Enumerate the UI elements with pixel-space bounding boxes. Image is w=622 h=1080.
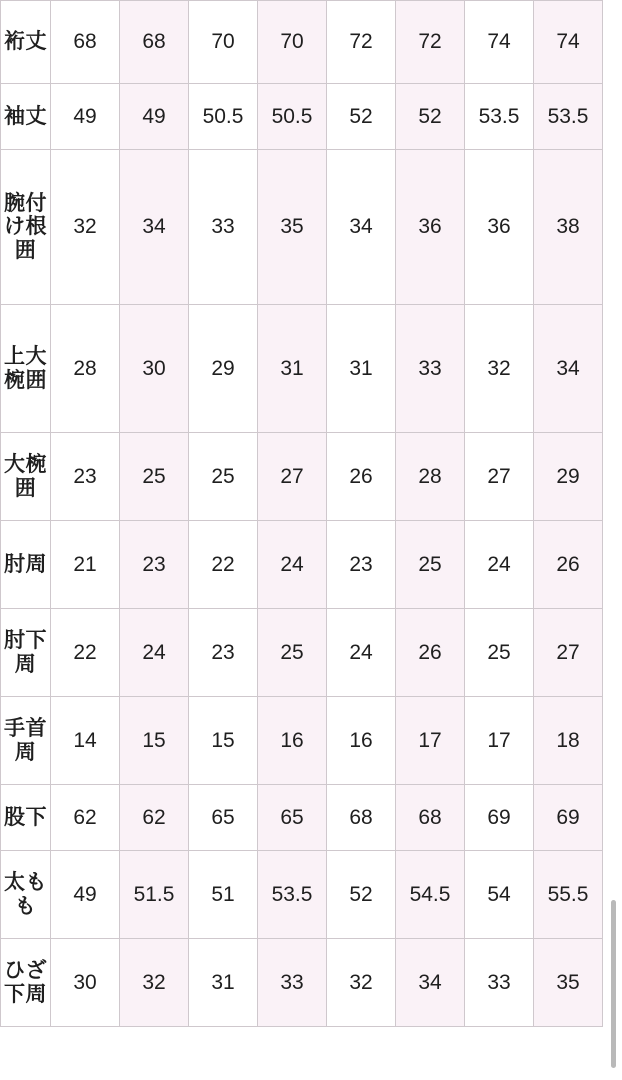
table-cell: 33 — [189, 150, 258, 305]
row-header-cell: 袖丈 — [1, 84, 51, 150]
table-cell: 53.5 — [534, 84, 603, 150]
table-cell: 68 — [396, 785, 465, 851]
vertical-scrollbar-thumb[interactable] — [611, 900, 616, 1068]
table-cell: 23 — [51, 433, 120, 521]
size-chart-body — [1, 1, 603, 1027]
table-cell: 26 — [534, 521, 603, 609]
table-cell: 33 — [258, 939, 327, 1027]
table-cell: 24 — [327, 609, 396, 697]
table-cell: 35 — [258, 150, 327, 305]
table-row — [1, 305, 603, 433]
table-cell: 22 — [51, 609, 120, 697]
table-row — [1, 433, 603, 521]
table-cell: 15 — [189, 697, 258, 785]
row-header-cell: 股下 — [1, 785, 51, 851]
table-row — [1, 609, 603, 697]
row-header-cell: 腕付け根囲 — [1, 150, 51, 305]
table-cell: 17 — [465, 697, 534, 785]
table-cell: 54 — [465, 851, 534, 939]
table-row — [1, 84, 603, 150]
table-cell: 68 — [51, 1, 120, 84]
vertical-scrollbar-track[interactable] — [614, 0, 619, 1080]
table-cell: 31 — [327, 305, 396, 433]
table-cell: 28 — [396, 433, 465, 521]
table-row — [1, 851, 603, 939]
table-cell: 65 — [258, 785, 327, 851]
table-cell: 16 — [327, 697, 396, 785]
table-cell: 38 — [534, 150, 603, 305]
row-header-cell: 肘下周 — [1, 609, 51, 697]
table-cell: 33 — [396, 305, 465, 433]
table-cell: 34 — [327, 150, 396, 305]
table-cell: 51.5 — [120, 851, 189, 939]
table-cell: 62 — [120, 785, 189, 851]
table-cell: 14 — [51, 697, 120, 785]
row-header-cell: 太もも — [1, 851, 51, 939]
table-cell: 72 — [327, 1, 396, 84]
table-cell: 34 — [534, 305, 603, 433]
table-cell: 29 — [189, 305, 258, 433]
table-cell: 52 — [327, 851, 396, 939]
table-cell: 21 — [51, 521, 120, 609]
table-cell: 62 — [51, 785, 120, 851]
table-cell: 27 — [465, 433, 534, 521]
table-cell: 18 — [534, 697, 603, 785]
table-cell: 25 — [465, 609, 534, 697]
table-cell: 24 — [120, 609, 189, 697]
table-row — [1, 697, 603, 785]
table-cell: 32 — [465, 305, 534, 433]
table-row — [1, 1, 603, 84]
table-cell: 69 — [465, 785, 534, 851]
table-cell: 25 — [120, 433, 189, 521]
table-cell: 22 — [189, 521, 258, 609]
table-cell: 54.5 — [396, 851, 465, 939]
row-header-cell: 肘周 — [1, 521, 51, 609]
table-cell: 49 — [51, 851, 120, 939]
table-cell: 65 — [189, 785, 258, 851]
table-cell: 36 — [396, 150, 465, 305]
table-cell: 23 — [327, 521, 396, 609]
table-cell: 49 — [51, 84, 120, 150]
table-cell: 28 — [51, 305, 120, 433]
table-cell: 25 — [189, 433, 258, 521]
table-cell: 30 — [120, 305, 189, 433]
table-cell: 50.5 — [189, 84, 258, 150]
table-cell: 34 — [120, 150, 189, 305]
table-cell: 26 — [327, 433, 396, 521]
table-cell: 72 — [396, 1, 465, 84]
table-cell: 51 — [189, 851, 258, 939]
table-cell: 27 — [534, 609, 603, 697]
table-cell: 25 — [396, 521, 465, 609]
table-cell: 52 — [396, 84, 465, 150]
row-header-cell: 裄丈 — [1, 1, 51, 84]
table-cell: 69 — [534, 785, 603, 851]
table-cell: 70 — [189, 1, 258, 84]
table-cell: 36 — [465, 150, 534, 305]
table-row — [1, 785, 603, 851]
table-cell: 23 — [189, 609, 258, 697]
table-cell: 34 — [396, 939, 465, 1027]
table-cell: 52 — [327, 84, 396, 150]
table-cell: 23 — [120, 521, 189, 609]
table-cell: 50.5 — [258, 84, 327, 150]
table-cell: 53.5 — [258, 851, 327, 939]
table-cell: 32 — [327, 939, 396, 1027]
table-cell: 68 — [120, 1, 189, 84]
row-header-cell: 大椀囲 — [1, 433, 51, 521]
table-cell: 32 — [120, 939, 189, 1027]
table-cell: 68 — [327, 785, 396, 851]
table-cell: 74 — [465, 1, 534, 84]
table-cell: 53.5 — [465, 84, 534, 150]
table-cell: 16 — [258, 697, 327, 785]
table-cell: 17 — [396, 697, 465, 785]
table-row — [1, 521, 603, 609]
table-cell: 31 — [189, 939, 258, 1027]
row-header-cell: ひざ下周 — [1, 939, 51, 1027]
table-cell: 29 — [534, 433, 603, 521]
table-row — [1, 150, 603, 305]
table-cell: 24 — [465, 521, 534, 609]
table-cell: 25 — [258, 609, 327, 697]
table-cell: 35 — [534, 939, 603, 1027]
table-cell: 55.5 — [534, 851, 603, 939]
table-cell: 26 — [396, 609, 465, 697]
table-cell: 31 — [258, 305, 327, 433]
row-header-cell: 手首周 — [1, 697, 51, 785]
table-cell: 30 — [51, 939, 120, 1027]
table-cell: 74 — [534, 1, 603, 84]
table-cell: 33 — [465, 939, 534, 1027]
table-row — [1, 939, 603, 1027]
table-cell: 70 — [258, 1, 327, 84]
table-cell: 27 — [258, 433, 327, 521]
table-cell: 32 — [51, 150, 120, 305]
table-cell: 49 — [120, 84, 189, 150]
row-header-cell: 上大椀囲 — [1, 305, 51, 433]
table-cell: 24 — [258, 521, 327, 609]
table-cell: 15 — [120, 697, 189, 785]
